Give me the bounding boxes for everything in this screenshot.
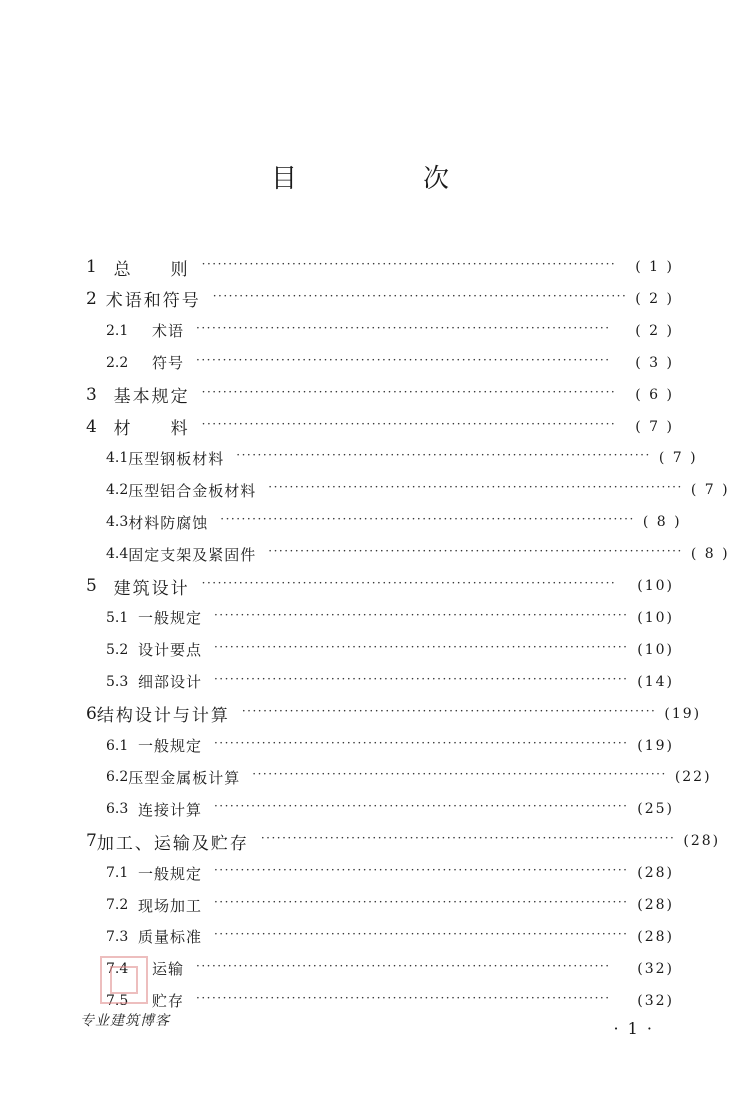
toc-dot-leader: ·············································································· — [213, 735, 629, 750]
toc-entry-number: 6.1 — [106, 737, 129, 754]
toc-entry-number: 7.5 — [106, 992, 129, 1009]
toc-entry[interactable] — [0, 507, 720, 537]
toc-entry-page: ( 8 ) — [642, 514, 682, 531]
toc-entry-page: (10) — [637, 578, 674, 594]
toc-entry[interactable] — [0, 635, 720, 665]
toc-entry-label: 固定支架及紧固件 — [128, 545, 257, 564]
toc-entry-number: 7.3 — [106, 928, 129, 945]
toc-dot-leader: ·············································································· — [252, 767, 667, 782]
toc-entry[interactable] — [0, 284, 720, 314]
toc-entry-label: 设计要点 — [137, 641, 202, 660]
toc-entry-number: 6 — [86, 703, 97, 724]
toc-entry[interactable] — [0, 731, 720, 761]
toc-entry-number: 5.1 — [106, 609, 129, 626]
toc-dot-leader: ·············································································· — [201, 416, 617, 431]
watermark-text: 专业建筑博客 — [80, 1013, 170, 1029]
toc-entry[interactable] — [0, 475, 730, 505]
toc-entry-label: 结构设计与计算 — [96, 706, 230, 727]
toc-dot-leader: ·············································································· — [213, 863, 629, 878]
toc-entry-label: 质量标准 — [137, 928, 202, 947]
toc-entry-number: 5.3 — [106, 673, 129, 690]
toc-dot-leader: ·············································································· — [196, 352, 611, 367]
toc-dot-leader: ·············································································· — [268, 544, 683, 559]
toc-entry-label: 一般规定 — [137, 737, 202, 755]
toc-dot-leader: ·············································································· — [196, 958, 611, 973]
toc-entry-page: (25) — [637, 801, 674, 818]
toc-entry-label: 材料防腐蚀 — [128, 513, 209, 532]
toc-entry-number: 4 — [86, 416, 97, 437]
toc-entry[interactable] — [0, 890, 720, 920]
toc-entry-label: 材 料 — [113, 419, 190, 439]
toc-dot-leader: ·············································································· — [268, 480, 683, 495]
toc-entry-page: (32) — [637, 992, 674, 1009]
toc-entry-page: ( 7 ) — [658, 450, 698, 467]
toc-entry-label: 符号 — [152, 354, 185, 373]
toc-entry-page: (28) — [637, 865, 674, 882]
toc-dot-leader: ·············································································· — [260, 831, 676, 846]
toc-entry[interactable] — [0, 443, 720, 473]
toc-entry-number: 2.2 — [106, 354, 129, 371]
toc-entry[interactable] — [0, 539, 730, 569]
toc-entry[interactable] — [0, 412, 720, 442]
toc-dot-leader: ·············································································· — [241, 703, 657, 718]
watermark-stamp-icon — [100, 956, 148, 1004]
toc-entry-number: 2.1 — [106, 322, 129, 339]
toc-entry-label: 压型铝合金板材料 — [128, 481, 257, 500]
toc-dot-leader: ·············································································· — [201, 576, 617, 590]
toc-entry[interactable] — [0, 922, 720, 952]
toc-entry[interactable] — [0, 252, 720, 282]
toc-entry-number: 7.1 — [106, 865, 129, 882]
toc-dot-leader: ·············································································· — [196, 320, 611, 335]
toc-entry-label: 术语 — [152, 322, 185, 341]
toc-entry-page: ( 2 ) — [635, 290, 674, 307]
toc-entry-label: 贮存 — [152, 992, 185, 1011]
toc-entry-number: 1 — [86, 257, 97, 277]
toc-entry-page: ( 1 ) — [635, 259, 674, 275]
toc-entry-number: 7.4 — [106, 960, 129, 977]
toc-entry-page: (28) — [637, 928, 674, 945]
toc-entry-page: (19) — [664, 705, 702, 722]
toc-entry-page: ( 2 ) — [635, 322, 674, 339]
toc-entry[interactable] — [0, 794, 720, 824]
toc-dot-leader: ·············································································· — [196, 990, 611, 1005]
toc-entry-page: (32) — [637, 960, 674, 977]
toc-entry-label: 连接计算 — [137, 800, 202, 819]
toc-entry-page: ( 6 ) — [635, 386, 674, 403]
toc-entry-page: ( 7 ) — [690, 482, 730, 499]
toc-entry[interactable] — [0, 348, 720, 378]
page-number: · 1 · — [613, 1019, 654, 1038]
toc-entry-page: ( 3 ) — [635, 354, 674, 371]
toc-dot-leader: ·············································································· — [213, 895, 629, 909]
toc-entry[interactable] — [0, 667, 720, 697]
toc-dot-leader: ·············································································· — [213, 671, 629, 686]
toc-entry-label: 总 则 — [113, 259, 190, 280]
toc-dot-leader: ·············································································· — [201, 384, 617, 399]
toc-entry-page: (19) — [637, 737, 674, 754]
toc-dot-leader: ·············································································· — [213, 799, 629, 814]
toc-dot-leader: ·············································································· — [213, 639, 629, 654]
toc-dot-leader: ·············································································· — [213, 607, 629, 622]
toc-entry-page: ( 8 ) — [690, 546, 730, 563]
toc-entry-page: (10) — [637, 609, 674, 626]
toc-entry-label: 一般规定 — [137, 609, 202, 628]
toc-entry-number: 5.2 — [106, 641, 129, 658]
toc-entry-page: (28) — [683, 833, 721, 850]
toc-entry[interactable] — [0, 316, 720, 346]
toc-entry-page: ( 7 ) — [635, 418, 674, 435]
toc-entry-label: 运输 — [152, 960, 185, 979]
toc-entry[interactable] — [0, 603, 720, 633]
toc-entry[interactable] — [0, 699, 720, 729]
toc-entry-number: 4.1 — [106, 450, 129, 467]
toc-entry[interactable] — [0, 858, 720, 888]
toc-entry-page: (10) — [637, 641, 674, 658]
toc-entry-number: 5 — [86, 576, 97, 596]
toc-dot-leader: ·············································································· — [220, 512, 635, 527]
toc-entry-number: 3 — [86, 384, 97, 405]
toc-entry-label: 细部设计 — [137, 673, 202, 692]
toc-entry-number: 6.3 — [106, 801, 129, 818]
toc-entry[interactable] — [0, 826, 720, 856]
toc-entry-page: (14) — [637, 673, 674, 690]
toc-entry-page: (28) — [637, 897, 674, 913]
page-title: 目 次 — [270, 164, 499, 194]
toc-entry-label: 压型金属板计算 — [128, 768, 241, 787]
toc-dot-leader: ·············································································· — [236, 448, 651, 463]
toc-dot-leader: ·············································································· — [212, 288, 628, 303]
toc-entry[interactable] — [0, 571, 720, 601]
toc-entry[interactable] — [0, 380, 720, 410]
toc-entry-label: 现场加工 — [137, 896, 202, 915]
toc-entry[interactable] — [0, 762, 720, 792]
toc-entry-number: 7 — [86, 831, 97, 852]
toc-entry-number: 4.2 — [106, 482, 129, 499]
toc-entry-number: 6.2 — [106, 769, 129, 786]
toc-entry-label: 术语和符号 — [105, 291, 201, 312]
toc-entry-label: 建筑设计 — [113, 578, 190, 599]
toc-entry-number: 4.4 — [106, 546, 129, 563]
toc-entry-label: 基本规定 — [113, 387, 190, 408]
toc-entry-number: 2 — [86, 288, 97, 309]
toc-entry-number: 4.3 — [106, 514, 129, 531]
toc-dot-leader: ·············································································· — [213, 926, 629, 941]
toc-entry-label: 压型钢板材料 — [128, 449, 225, 468]
toc-entry-label: 一般规定 — [137, 864, 202, 883]
toc-entry-label: 加工、运输及贮存 — [96, 833, 249, 854]
toc-entry-page: (22) — [674, 769, 712, 786]
toc-entry-number: 7.2 — [106, 897, 129, 913]
toc-dot-leader: ·············································································· — [201, 257, 617, 271]
